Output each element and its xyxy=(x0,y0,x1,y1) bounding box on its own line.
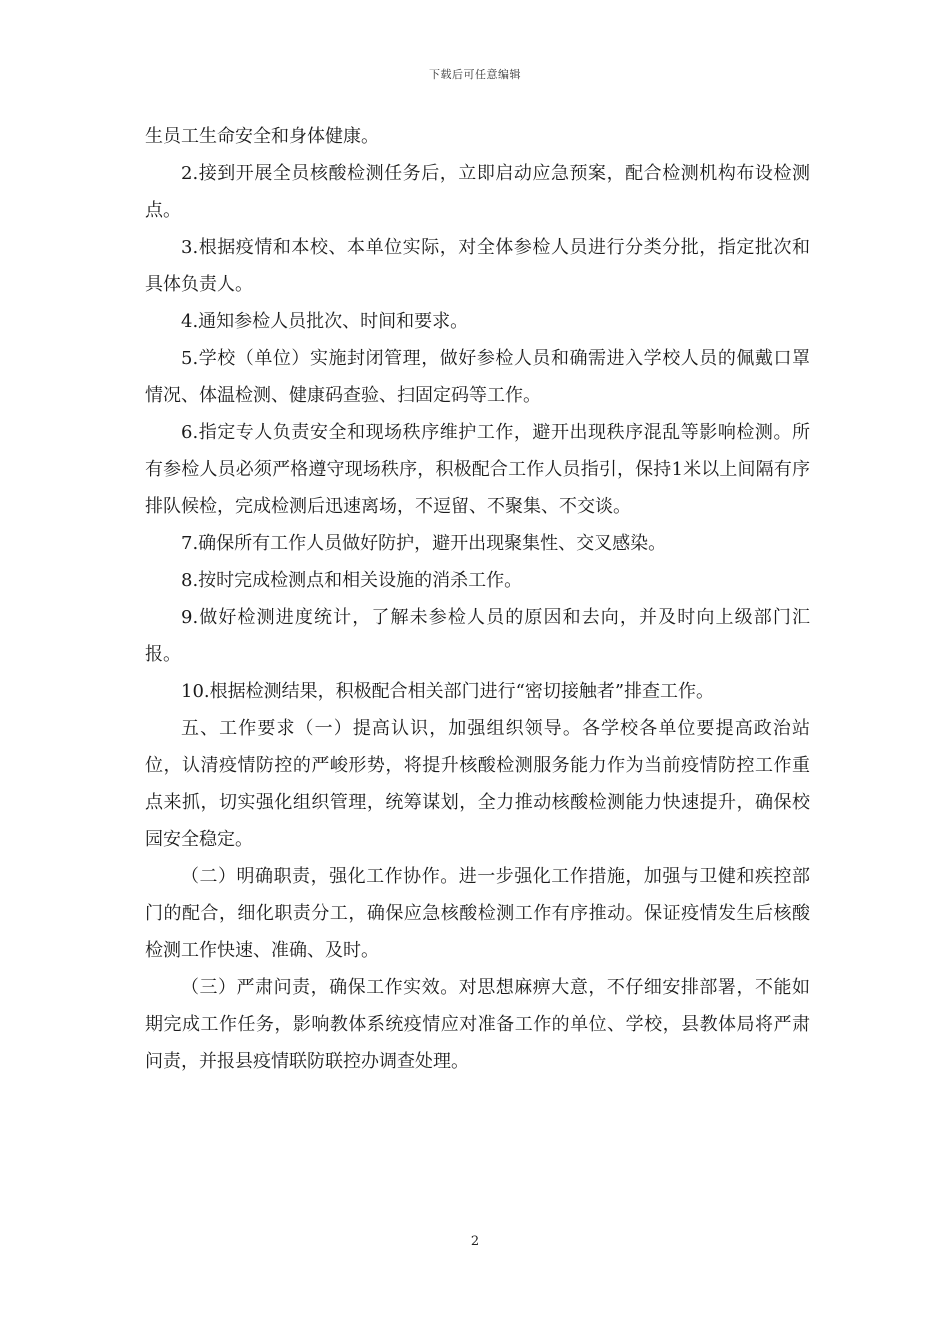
paragraph-item-9: 9.做好检测进度统计，了解未参检人员的原因和去向，并及时向上级部门汇报。 xyxy=(145,607,810,665)
paragraph-requirement-3: （三）严肃问责，确保工作实效。对思想麻痹大意，不仔细安排部署，不能如期完成工作任务，影响教体系统疫情应对准备工作的单位、学校，县教体局将严肃问责，并报县疫情联防联控办调查处理。 xyxy=(145,977,810,1072)
paragraph-requirement-2: （二）明确职责，强化工作协作。进一步强化工作措施，加强与卫健和疾控部门的配合，细化职责分工，确保应急核酸检测工作有序推动。保证疫情发生后核酸检测工作快速、准确、及时。 xyxy=(145,866,810,961)
paragraph-item-7: 7.确保所有工作人员做好防护，避开出现聚集性、交叉感染。 xyxy=(181,533,667,554)
paragraph-item-4: 4.通知参检人员批次、时间和要求。 xyxy=(181,311,469,332)
paragraph-item-3: 3.根据疫情和本校、本单位实际，对全体参检人员进行分类分批，指定批次和具体负责人。 xyxy=(145,237,810,295)
page-header-note: 下载后可任意编辑 xyxy=(429,68,521,81)
page-number: 2 xyxy=(470,1234,480,1249)
paragraph-item-10: 10.根据检测结果，积极配合相关部门进行“密切接触者”排查工作。 xyxy=(181,681,715,702)
paragraph-item-6: 6.指定专人负责安全和现场秩序维护工作，避开出现秩序混乱等影响检测。所有参检人员必须严格遵守现场秩序，积极配合工作人员指引，保持1米以上间隔有序排队候检，完成检测后迅速离场，不逗留、不聚集、不交谈。 xyxy=(145,422,810,517)
document-body xyxy=(145,118,810,1080)
paragraph-item-5: 5.学校（单位）实施封闭管理，做好参检人员和确需进入学校人员的佩戴口罩情况、体温检测、健康码查验、扫固定码等工作。 xyxy=(145,348,810,406)
paragraph-section-requirements: 五、工作要求（一）提高认识，加强组织领导。各学校各单位要提高政治站位，认清疫情防控的严峻形势，将提升核酸检测服务能力作为当前疫情防控工作重点来抓，切实强化组织管理，统筹谋划，全力推动核酸检测能力快速提升，确保校园安全稳定。 xyxy=(145,718,810,850)
paragraph-item-2: 2.接到开展全员核酸检测任务后，立即启动应急预案，配合检测机构布设检测点。 xyxy=(145,163,810,221)
paragraph-continuation: 生员工生命安全和身体健康。 xyxy=(145,126,379,147)
paragraph-item-8: 8.按时完成检测点和相关设施的消杀工作。 xyxy=(181,570,523,591)
